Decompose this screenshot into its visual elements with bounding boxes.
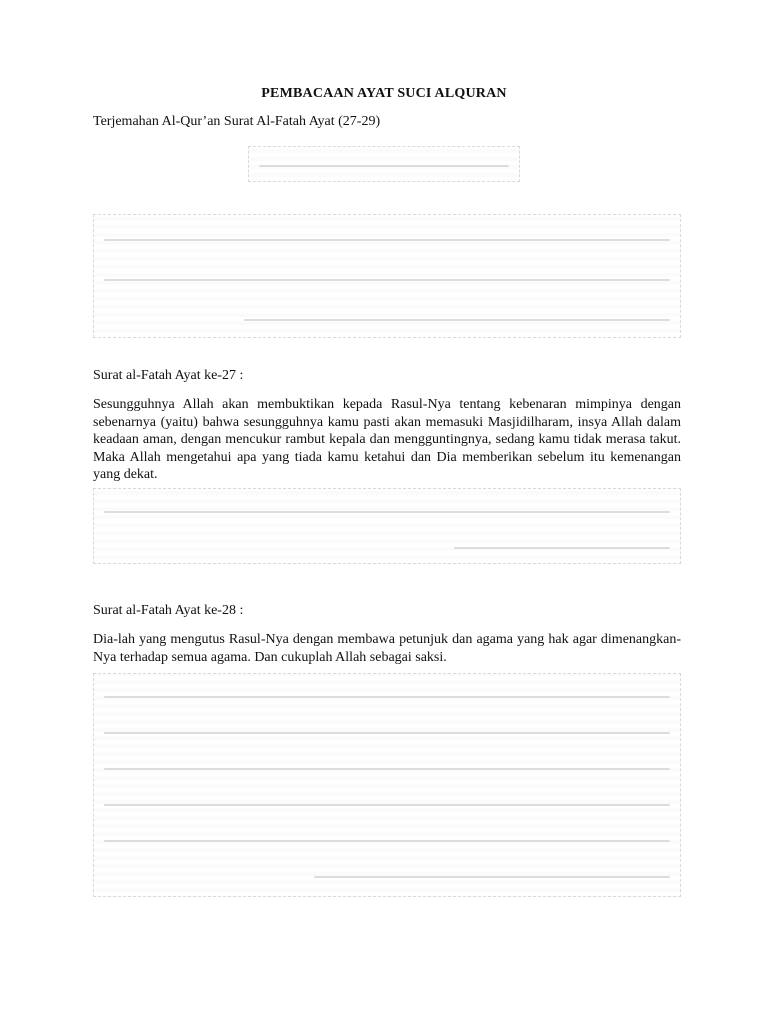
arabic-basmala-image [248, 146, 520, 182]
translation-ayat-27: Sesungguhnya Allah akan membuktikan kepada Rasul-Nya tentang kebenaran mimpinya dengan sebenarnya (yaitu) bahwa sesungguhnya kamu pasti akan memasuki Masjidilharam, insya Allah dalam keadaan aman, dengan mencukur rambut kepala dan mengguntingnya, sedang kamu tidak merasa takut. Maka Allah mengetahui apa yang tiada kamu ketahui dan Dia memberikan sebelum itu kemenangan yang dekat. [93, 397, 681, 482]
section-label-ayat-28: Surat al-Fatah Ayat ke-28 : [93, 603, 244, 618]
arabic-ayat-28-image [93, 488, 681, 564]
arabic-ayat-27-image [93, 214, 681, 338]
arabic-ayat-29-image [93, 673, 681, 897]
page-subtitle: Terjemahan Al-Qur’an Surat Al-Fatah Ayat (27-29) [93, 114, 381, 129]
section-label-ayat-27: Surat al-Fatah Ayat ke-27 : [93, 368, 244, 383]
page-title: PEMBACAAN AYAT SUCI ALQURAN [261, 86, 507, 101]
translation-ayat-28: Dia-lah yang mengutus Rasul-Nya dengan membawa petunjuk dan agama yang hak agar dimenangkan-Nya terhadap semua agama. Dan cukuplah Allah sebagai saksi. [93, 632, 681, 665]
